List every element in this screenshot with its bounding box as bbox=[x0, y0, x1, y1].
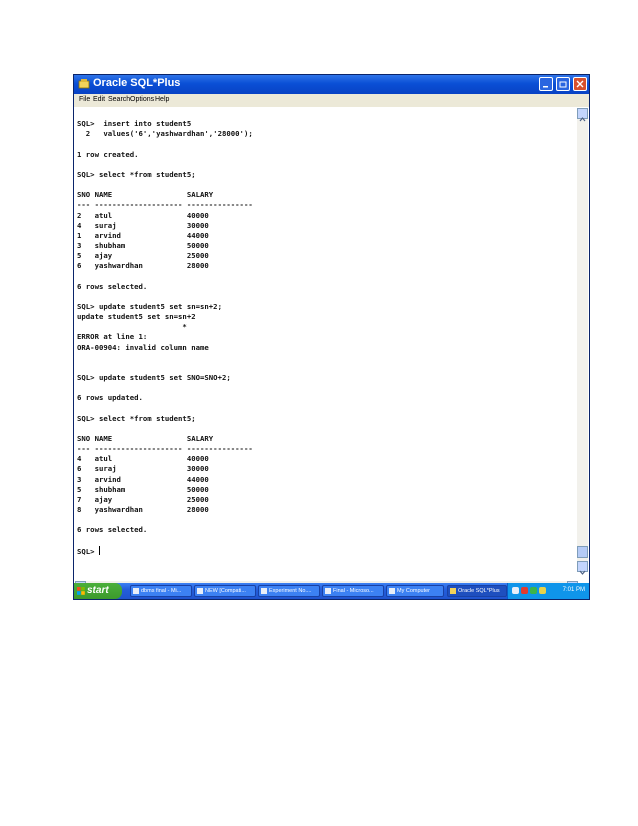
document-icon bbox=[133, 588, 139, 594]
scroll-down-button[interactable] bbox=[577, 561, 588, 572]
windows-taskbar bbox=[74, 583, 589, 599]
console-line: ERROR at line 1: bbox=[77, 332, 148, 342]
menu-help[interactable]: Help bbox=[155, 96, 170, 103]
oracle-app-icon bbox=[450, 588, 456, 594]
antivirus-icon[interactable] bbox=[521, 587, 528, 594]
document-icon bbox=[197, 588, 203, 594]
title-bar[interactable] bbox=[74, 75, 589, 94]
console-line: SQL> select *from student5; bbox=[77, 413, 196, 423]
task-final-microsoft[interactable] bbox=[322, 585, 384, 597]
chevron-down-icon bbox=[578, 568, 587, 577]
console-line: 6 rows updated. bbox=[77, 393, 143, 403]
console-line: ORA-00904: invalid column name bbox=[77, 342, 209, 352]
task-label: My Computer bbox=[397, 588, 431, 594]
close-button[interactable] bbox=[573, 77, 587, 91]
network-icon[interactable] bbox=[512, 587, 519, 594]
scroll-up-button[interactable] bbox=[577, 108, 588, 119]
console-line: SQL> update student5 set sn=sn+2; bbox=[77, 301, 222, 311]
start-label: start bbox=[87, 585, 109, 596]
console-line: 8 yashwardhan 28000 bbox=[77, 505, 209, 515]
console-line: 5 shubham 50000 bbox=[77, 484, 209, 494]
update-icon[interactable] bbox=[530, 587, 537, 594]
console-line: 6 suraj 30000 bbox=[77, 464, 209, 474]
windows-logo-icon bbox=[77, 587, 85, 595]
console-line: SQL> insert into student5 bbox=[77, 119, 192, 129]
console-line: --- -------------------- --------------- bbox=[77, 444, 253, 454]
task-label: Final - Microso... bbox=[333, 588, 374, 594]
console-line: 6 rows selected. bbox=[77, 525, 148, 535]
chevron-up-icon bbox=[578, 115, 587, 124]
console-line: SNO NAME SALARY bbox=[77, 190, 214, 200]
console-line: 2 atul 40000 bbox=[77, 210, 209, 220]
task-my-computer[interactable] bbox=[386, 585, 444, 597]
volume-icon[interactable] bbox=[539, 587, 546, 594]
console-line: 6 yashwardhan 28000 bbox=[77, 261, 209, 271]
menu-options[interactable]: Options bbox=[130, 96, 155, 103]
console-line: 3 arvind 44000 bbox=[77, 474, 209, 484]
start-button[interactable] bbox=[74, 583, 122, 599]
restore-icon bbox=[559, 80, 567, 88]
window-title: Oracle SQL*Plus bbox=[93, 77, 181, 89]
console-line: SQL> select *from student5; bbox=[77, 169, 196, 179]
task-label: Oracle SQL*Plus bbox=[458, 588, 500, 594]
console-line: 1 row created. bbox=[77, 149, 139, 159]
menu-bar bbox=[74, 94, 589, 107]
task-label: NEW [Compati... bbox=[205, 588, 246, 594]
minimize-icon bbox=[542, 80, 550, 88]
document-icon bbox=[261, 588, 267, 594]
maximize-button[interactable] bbox=[556, 77, 570, 91]
console-line: 4 suraj 30000 bbox=[77, 220, 209, 230]
console-line: --- -------------------- --------------- bbox=[77, 200, 253, 210]
task-dbms-final[interactable] bbox=[130, 585, 192, 597]
sqlplus-window bbox=[73, 74, 590, 600]
console-line: * bbox=[77, 322, 187, 332]
task-label: Experiment No.... bbox=[269, 588, 312, 594]
console-line: 4 atul 40000 bbox=[77, 454, 209, 464]
scroll-thumb[interactable] bbox=[577, 546, 588, 558]
vertical-scrollbar[interactable] bbox=[577, 108, 588, 572]
system-tray bbox=[507, 583, 589, 599]
computer-icon bbox=[389, 588, 395, 594]
menu-edit[interactable]: Edit bbox=[93, 96, 106, 103]
menu-search[interactable]: Search bbox=[108, 96, 131, 103]
task-oracle-sqlplus[interactable] bbox=[447, 585, 507, 597]
console-line: update student5 set sn=sn+2 bbox=[77, 312, 196, 322]
document-icon bbox=[325, 588, 331, 594]
console-line: 5 ajay 25000 bbox=[77, 251, 209, 261]
clock: 7:01 PM bbox=[562, 587, 585, 593]
oracle-app-icon bbox=[78, 78, 90, 90]
console-line: 1 arvind 44000 bbox=[77, 230, 209, 240]
menu-file[interactable]: File bbox=[79, 96, 91, 103]
minimize-button[interactable] bbox=[539, 77, 553, 91]
task-new-compat[interactable] bbox=[194, 585, 256, 597]
console-line: SQL> bbox=[77, 546, 99, 556]
console-line: 2 values('6','yashwardhan','28000'); bbox=[77, 129, 253, 139]
console-line: SQL> update student5 set SNO=SNO+2; bbox=[77, 373, 231, 383]
console-line: 3 shubham 50000 bbox=[77, 241, 209, 251]
close-icon bbox=[576, 80, 584, 88]
task-experiment[interactable] bbox=[258, 585, 320, 597]
text-cursor bbox=[99, 546, 100, 555]
task-label: dbms final - Mi... bbox=[141, 588, 182, 594]
console-text bbox=[77, 109, 577, 557]
console-line: 7 ajay 25000 bbox=[77, 494, 209, 504]
console-line: SNO NAME SALARY bbox=[77, 434, 214, 443]
sql-console-output[interactable] bbox=[77, 109, 577, 569]
console-line: 6 rows selected. bbox=[77, 281, 148, 291]
